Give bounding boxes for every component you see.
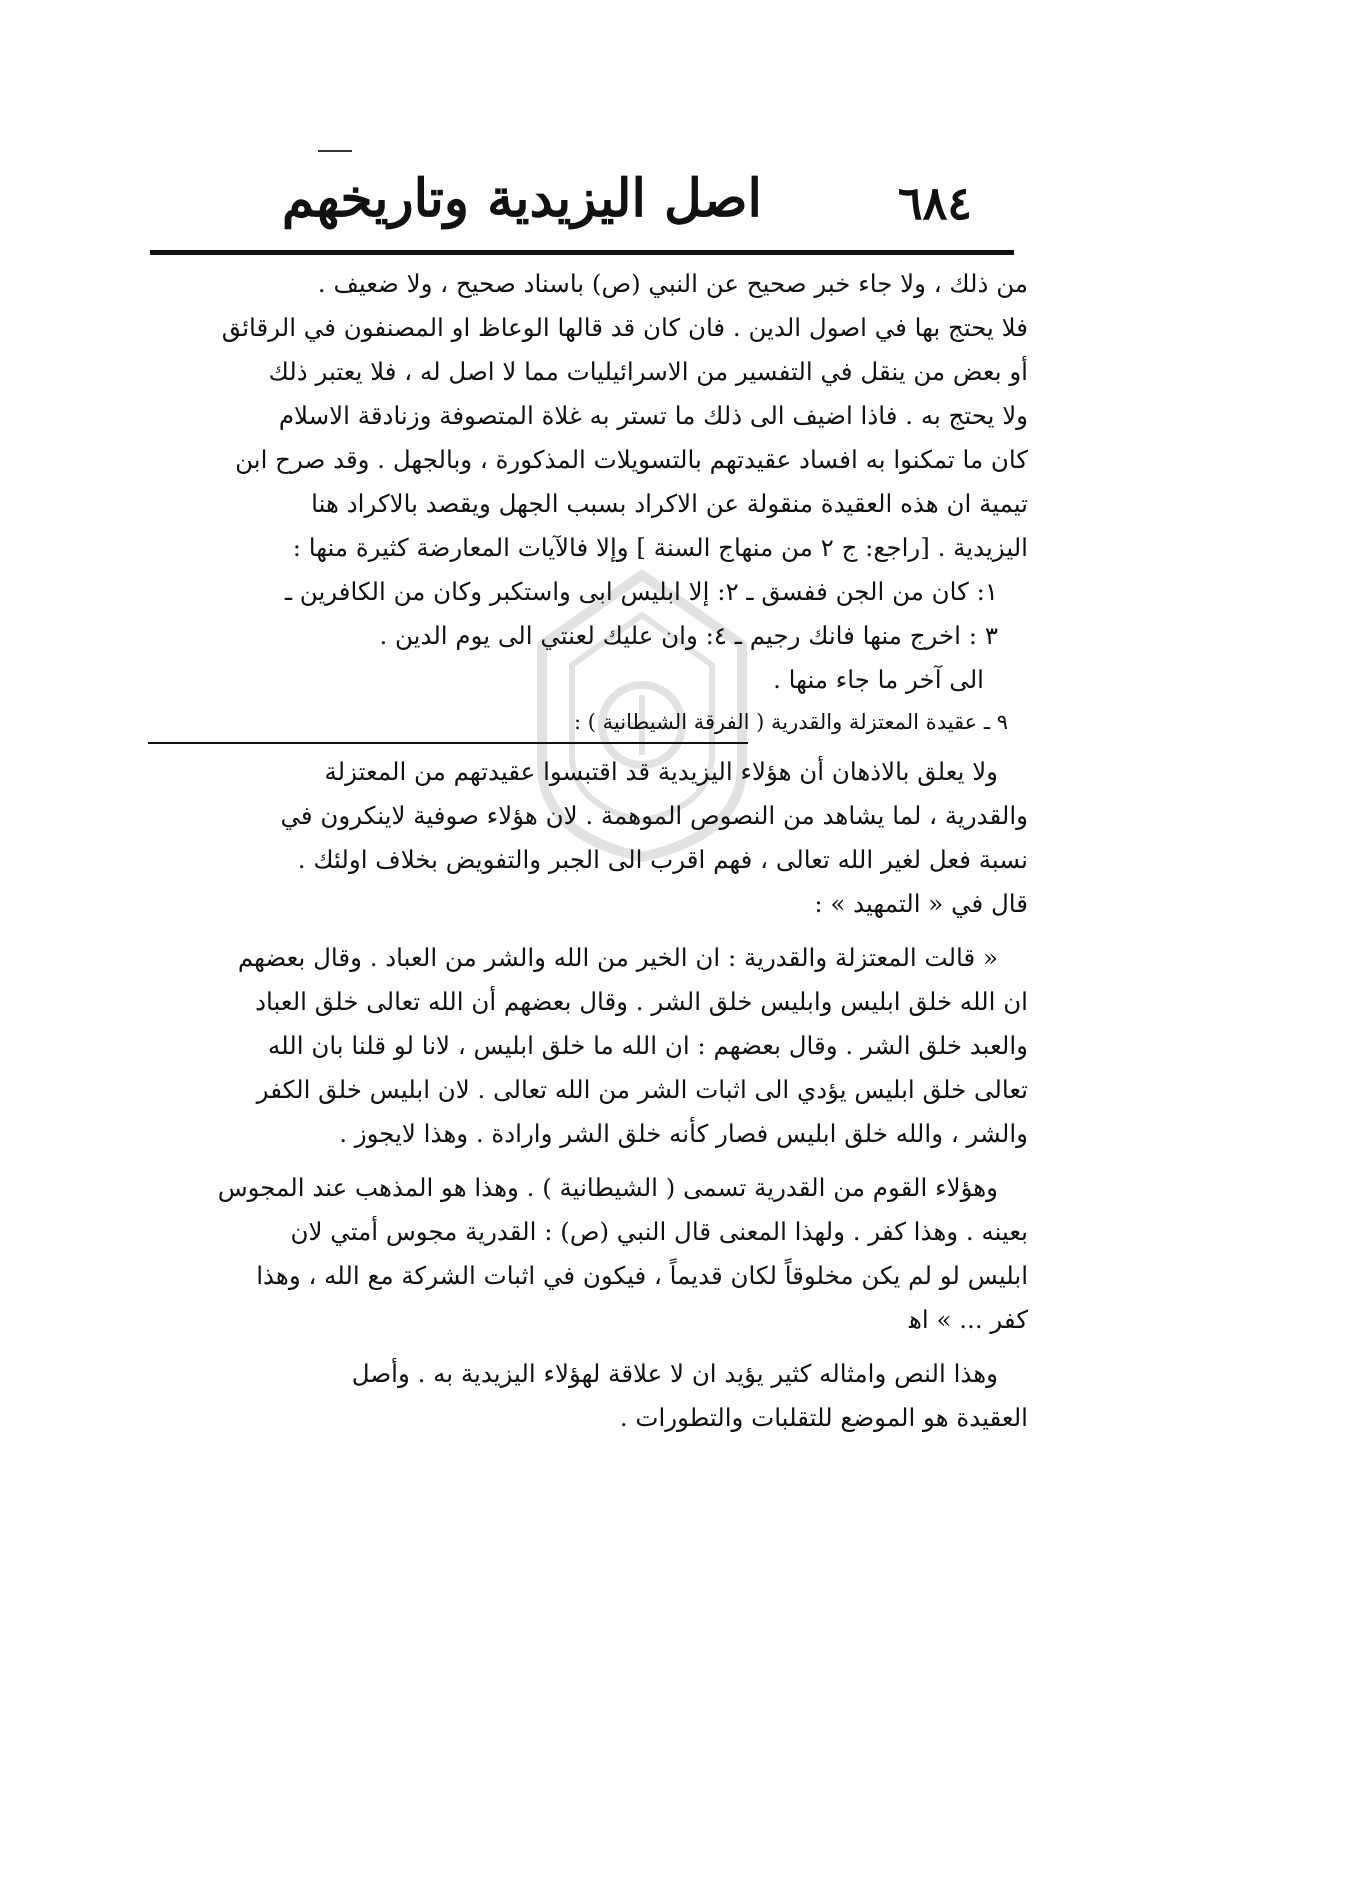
quote-line-2: ان الله خلق ابليس وابليس خلق الشر . وقال بعضهم أن الله تعالى خلق العباد: [255, 987, 1028, 1016]
section-heading: ٩ ـ عقيدة المعتزلة والقدرية ( الفرقة الشيطانية ) :: [574, 710, 1008, 734]
paragraph-2-line-4: قال في « التمهيد » :: [814, 889, 1028, 918]
quote-line-1: « قالت المعتزلة والقدرية : ان الخير من الله والشر من العباد . وقال بعضهم: [237, 943, 998, 972]
verse-line-1: ١: كان من الجن ففسق ـ ٢: إلا ابليس ابى واستكبر وكان من الكافرين ـ: [284, 577, 998, 606]
header-rule: [150, 250, 1014, 255]
paragraph-4-line-2: العقيدة هو الموضع للتقلبات والتطورات .: [619, 1403, 1028, 1432]
paragraph-2-line-2: والقدرية ، لما يشاهد من النصوص الموهمة . لان هؤلاء صوفية لاينكرون في: [280, 801, 1028, 830]
top-tick-mark: [318, 150, 352, 152]
line-6: تيمية ان هذه العقيدة منقولة عن الاكراد بسبب الجهل ويقصد بالاكراد هنا: [311, 489, 1028, 518]
line-7: اليزيدية . [راجع: ج ٢ من منهاج السنة ] وإلا فالآيات المعارضة كثيرة منها :: [292, 533, 1028, 562]
page-header: [281, 168, 972, 246]
paragraph-3-line-1: وهؤلاء القوم من القدرية تسمى ( الشيطانية ) . وهذا هو المذهب عند المجوس: [217, 1173, 998, 1202]
quote-line-5: والشر ، والله خلق ابليس فصار كأنه خلق الشر وارادة . وهذا لايجوز .: [339, 1119, 1028, 1148]
spacer: [148, 926, 1028, 936]
line-4: ولا يحتج به . فاذا اضيف الى ذلك ما تستر به غلاة المتصوفة وزنادقة الاسلام: [278, 401, 1028, 430]
line-2: فلا يحتج بها في اصول الدين . فان كان قد قالها الوعاظ او المصنفون في الرقائق: [221, 313, 1028, 342]
body-text: [148, 262, 1028, 1440]
line-3: أو بعض من ينقل في التفسير من الاسرائيليات مما لا اصل له ، فلا يعتبر ذلك: [268, 357, 1028, 386]
paragraph-2-line-3: نسبة فعل لغير الله تعالى ، فهم اقرب الى الجبر والتفويض بخلاف اولئك .: [297, 845, 1028, 874]
quote-line-3: والعبد خلق الشر . وقال بعضهم : ان الله ما خلق ابليس ، لانا لو قلنا بان الله: [268, 1031, 1028, 1060]
line-5: كان ما تمكنوا به افساد عقيدتهم بالتسويلات المذكورة ، وبالجهل . وقد صرح ابن: [235, 445, 1028, 474]
spacer: [148, 1342, 1028, 1352]
page-number: ٦٨٤: [897, 176, 972, 230]
quote-line-4: تعالى خلق ابليس يؤدي الى اثبات الشر من الله تعالى . لان ابليس خلق الكفر: [256, 1075, 1028, 1104]
verse-line-3: الى آخر ما جاء منها .: [773, 665, 984, 694]
section-rule: [148, 742, 748, 744]
paragraph-3-line-4: كفر ... » اﻫ: [908, 1305, 1028, 1334]
verse-line-2: ٣ : اخرج منها فانك رجيم ـ ٤: وان عليك لعنتي الى يوم الدين .: [379, 621, 998, 650]
paragraph-2-line-1: ولا يعلق بالاذهان أن هؤلاء اليزيدية قد اقتبسوا عقيدتهم من المعتزلة: [324, 757, 998, 786]
paragraph-4-line-1: وهذا النص وامثاله كثير يؤيد ان لا علاقة لهؤلاء اليزيدية به . وأصل: [351, 1359, 998, 1388]
running-title: اصل اليزيدية وتاريخهم: [281, 168, 762, 229]
paragraph-3-line-3: ابليس لو لم يكن مخلوقاً لكان قديماً ، فيكون في اثبات الشركة مع الله ، وهذا: [256, 1261, 1028, 1290]
spacer: [148, 1156, 1028, 1166]
line-1: من ذلك ، ولا جاء خبر صحيح عن النبي (ص) باسناد صحيح ، ولا ضعيف .: [317, 269, 1028, 298]
paragraph-3-line-2: بعينه . وهذا كفر . ولهذا المعنى قال النبي (ص) : القدرية مجوس أمتي لان: [290, 1217, 1028, 1246]
